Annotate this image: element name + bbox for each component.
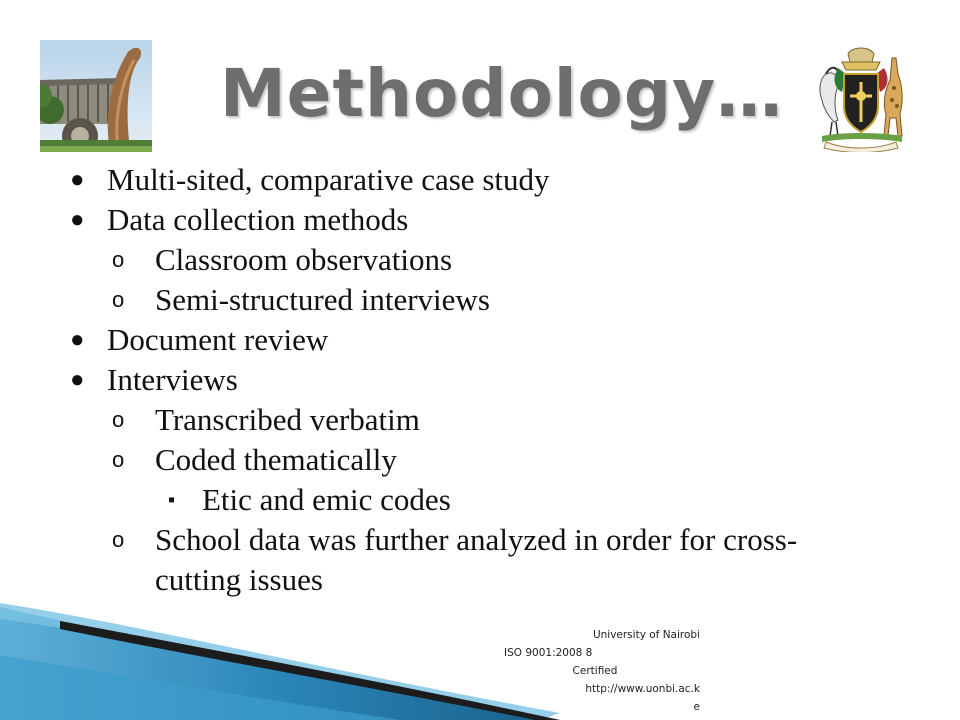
bullet-text: Document review — [107, 322, 329, 357]
footer-certified: Certified — [572, 665, 618, 677]
bullet-text: Coded thematically — [155, 442, 397, 477]
sub-bullet-item — [60, 400, 860, 440]
bullet-text: Semi-structured interviews — [155, 282, 490, 317]
sub-bullet-item — [60, 240, 860, 280]
bullet-marker: o — [112, 527, 125, 552]
bullet-marker: o — [112, 447, 125, 472]
university-crest-icon — [812, 44, 910, 152]
campus-photo — [40, 40, 152, 152]
bullet-item — [60, 160, 860, 200]
bullet-text: Interviews — [107, 362, 238, 397]
bullet-marker: o — [112, 247, 125, 272]
sub-bullet-item — [60, 440, 860, 480]
bullet-marker: ● — [70, 327, 85, 353]
bullet-marker: o — [112, 287, 125, 312]
bullet-marker: o — [112, 407, 125, 432]
bullet-marker: ● — [70, 207, 85, 233]
slide-body — [60, 160, 860, 600]
bullet-text: School data was further analyzed in order for cross-cutting issues — [155, 522, 798, 597]
bullet-text: Multi-sited, comparative case study — [107, 162, 550, 197]
footer-url-end[interactable]: e — [693, 701, 700, 713]
bullet-marker: ● — [70, 367, 85, 393]
bullet-text: Data collection methods — [107, 202, 409, 237]
bullet-text: Etic and emic codes — [202, 482, 451, 517]
bullet-text: Classroom observations — [155, 242, 453, 277]
sub-bullet-item — [60, 520, 855, 600]
sub-bullet-item — [60, 280, 860, 320]
footer-iso: ISO 9001:2008 8 — [504, 647, 593, 659]
bullet-marker: ● — [70, 167, 85, 193]
bullet-text: Transcribed verbatim — [155, 402, 420, 437]
footer-info — [480, 626, 700, 716]
slide-title: Methodology… — [220, 55, 784, 132]
sub-sub-bullet-item — [60, 480, 860, 520]
bullet-item — [60, 200, 860, 240]
bullet-item — [60, 320, 860, 360]
footer-url[interactable]: http://www.uonbi.ac.k — [585, 683, 700, 695]
footer-university: University of Nairobi — [592, 629, 700, 641]
bullet-marker: ▪ — [168, 489, 176, 511]
bullet-item — [60, 360, 860, 400]
